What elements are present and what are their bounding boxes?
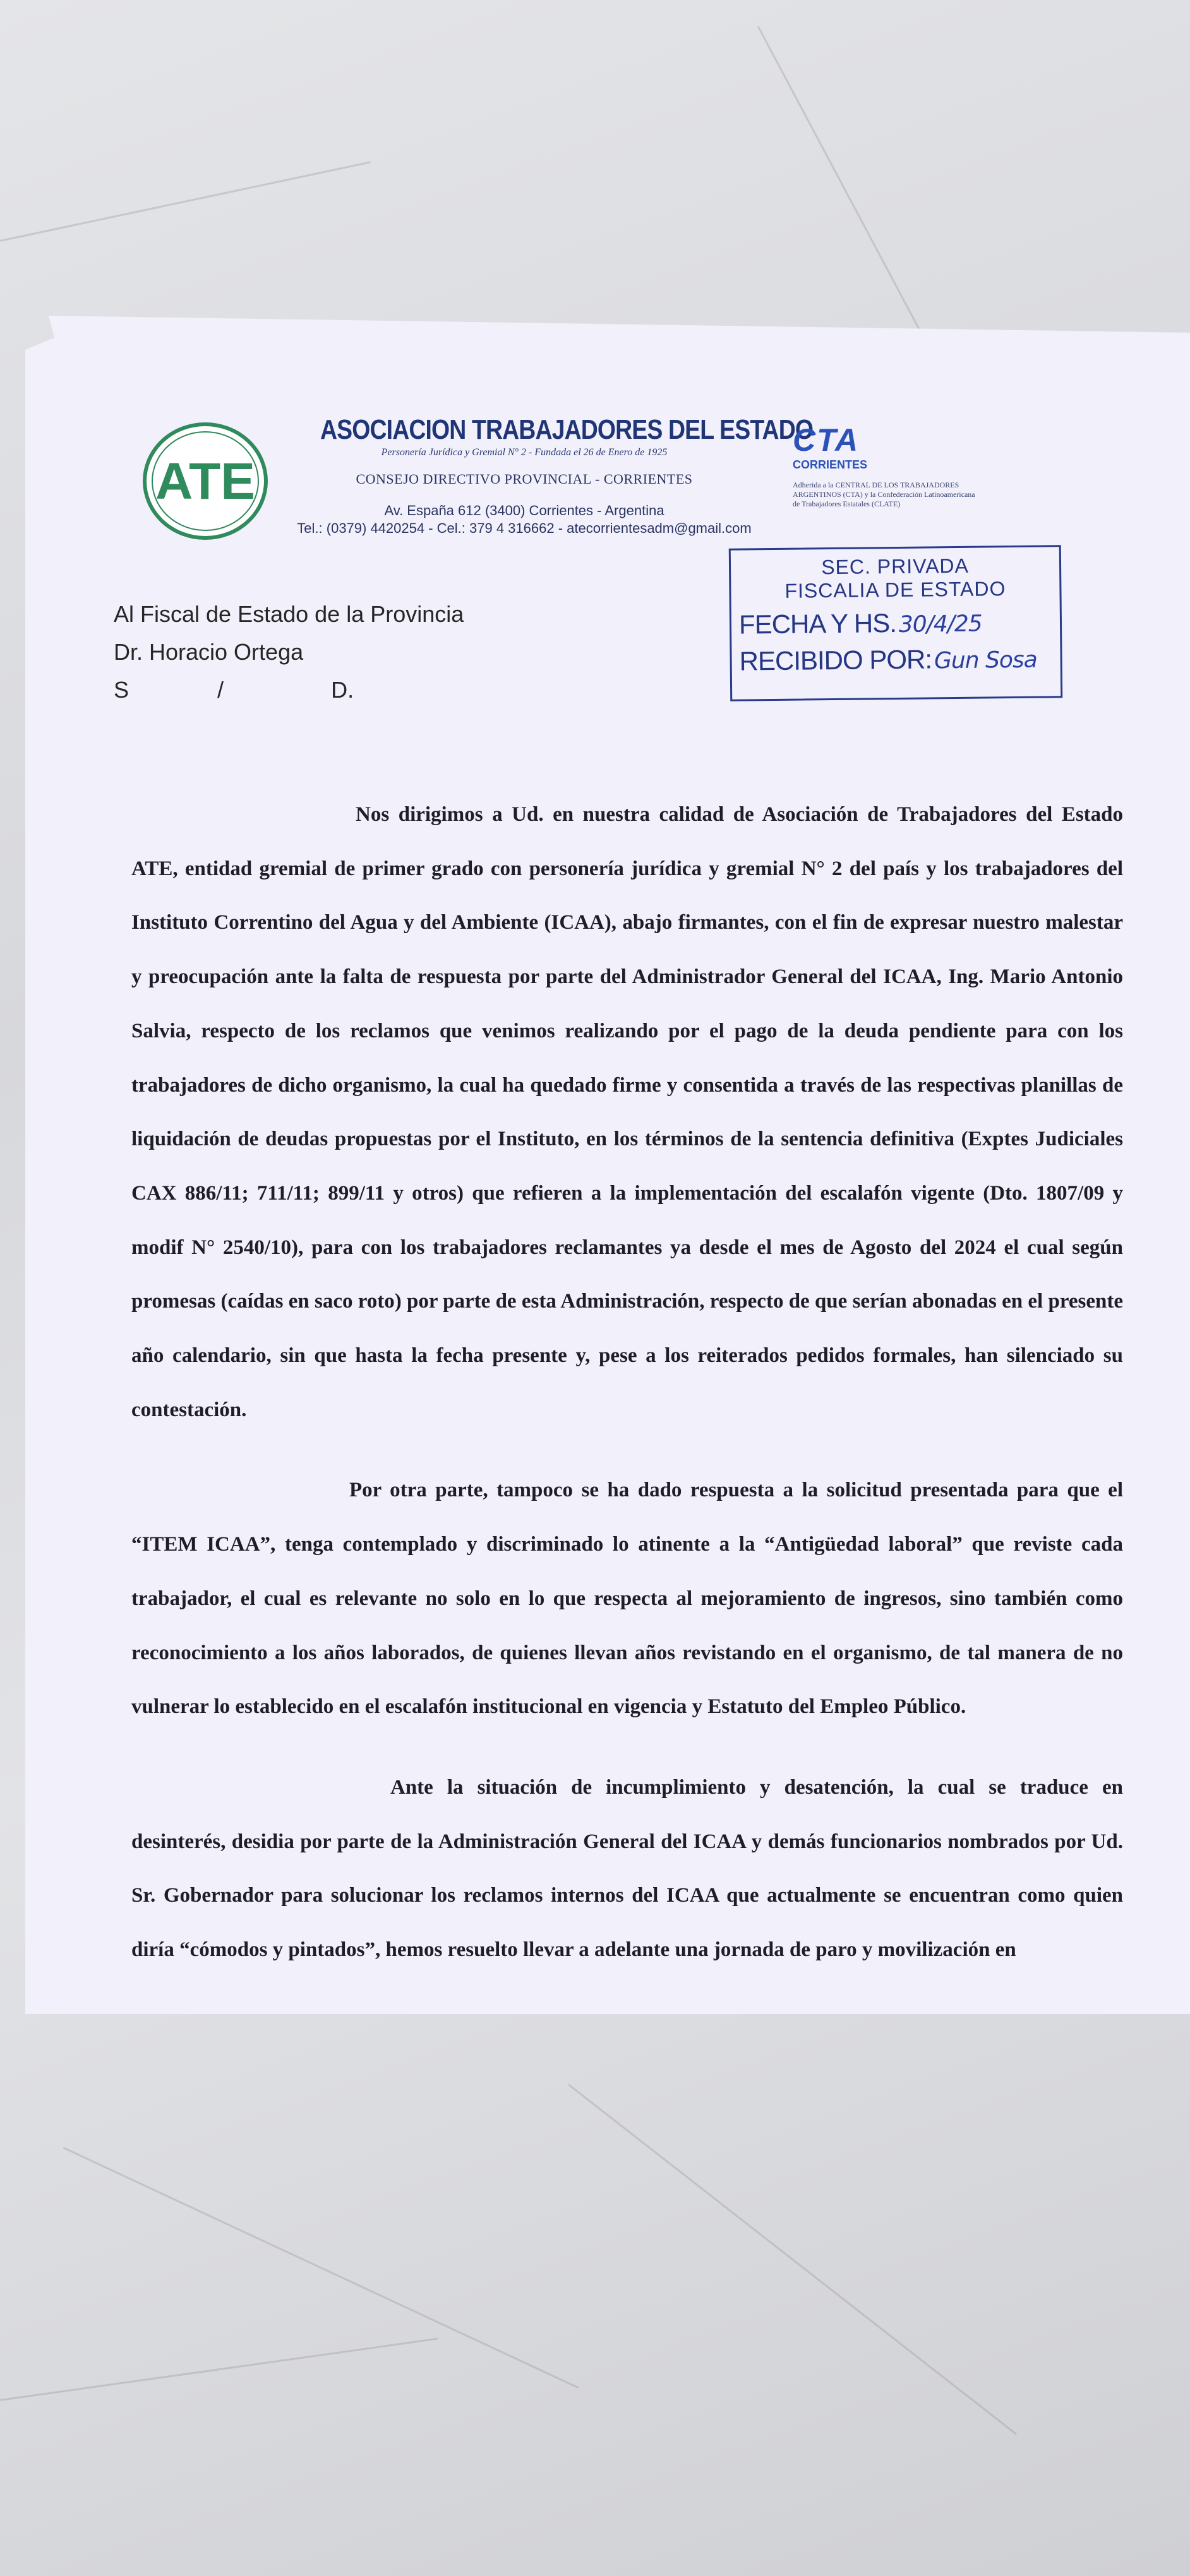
- org-contact: Tel.: (0379) 4420254 - Cel.: 379 4 316662 - atecorrientesadm@gmail.com: [297, 520, 752, 536]
- body-paragraph-2: Por otra parte, tampoco se ha dado respuesta a la solicitud presentada para que el “ITEM ICAA”, tenga contemplado y discriminado lo atinente a la “Antigüedad laboral” que reviste cada trabajador, el cual es relevante no solo en lo que respecta al mejoramiento de ingresos, sino también como reconocimiento a los años laborados, de quienes llevan años revistando en el organismo, de tal manera de no vulnerar lo establecido en el escalafón institucional en vigencia y Estatuto del Empleo Público.: [131, 1479, 1123, 1719]
- salutation: S / D.: [114, 677, 354, 703]
- marble-vein: [0, 2338, 438, 2401]
- ate-logo-text: ATE: [155, 453, 255, 510]
- recipient-block: [114, 601, 464, 715]
- stamp-date-field: [739, 606, 1060, 640]
- cta-region: CORRIENTES: [793, 458, 868, 471]
- stamp-office: SEC. PRIVADA: [821, 554, 970, 579]
- stamp-date-value: 30/4/25: [898, 611, 982, 638]
- cta-block: [793, 424, 976, 509]
- recipient-title: Al Fiscal de Estado de la Provincia: [114, 601, 464, 627]
- org-address: Av. España 612 (3400) Corrientes - Argentina: [384, 503, 664, 518]
- cta-logo: CTA: [793, 422, 860, 458]
- org-name: ASOCIACION TRABAJADORES DEL ESTADO: [320, 414, 814, 445]
- ate-logo-icon: [142, 422, 268, 540]
- stamp-received-label: RECIBIDO POR:: [739, 644, 932, 676]
- letterhead: [284, 414, 814, 537]
- marble-vein: [0, 161, 371, 242]
- body-paragraph-3: Ante la situación de incumplimiento y desatención, la cual se traduce en desinterés, desidia por parte de la Administración General del ICAA y demás funcionarios nombrados por Ud. Sr. Gobernador para solucionar los reclamos internos del ICAA que actualmente se encuentran como quien diría “cómodos y pintados”, hemos resuelto llevar a adelante una jornada de paro y movilización en: [131, 1775, 1123, 1962]
- council-name: CONSEJO DIRECTIVO PROVINCIAL - CORRIENTES: [356, 471, 693, 487]
- recipient-name: Dr. Horacio Ortega: [114, 639, 304, 665]
- letter-body: [131, 788, 1123, 2004]
- marble-vein: [568, 2084, 1017, 2435]
- stamp-received-field: [739, 643, 1060, 676]
- body-paragraph-1: Nos dirigimos a Ud. en nuestra calidad de Asociación de Trabajadores del Estado ATE, entidad gremial de primer grado con personería jurídica y gremial N° 2 del país y los trabajadores del Instituto Correntino del Agua y del Ambiente (ICAA), abajo firmantes, con el fin de expresar nuestro malestar y preocupación ante la falta de respuesta por parte del Administrador General del ICAA, Ing. Mario Antonio Salvia, respecto de los reclamos que venimos realizando por el pago de la deuda pendiente para con los trabajadores de dicho organismo, la cual ha quedado firme y consentida a través de las respectivas planillas de liquidación de deudas propuestas por el Instituto, en los términos de la sentencia definitiva (Exptes Judiciales CAX 886/11; 711/11; 899/11 y otros) que refieren a la implementación del escalafón vigente (Dto. 1807/09 y modif N° 2540/10), para con los trabajadores reclamantes ya desde el mes de Agosto del 2024 el cual según promesas (caídas en saco roto) por parte de esta Administración, respecto de que serían abonadas en el presente año calendario, sin que hasta la fecha presente y, pese a los reiterados pedidos formales, han silenciado su contestación.: [131, 803, 1123, 1421]
- org-subtitle: Personería Jurídica y Gremial N° 2 - Fundada el 26 de Enero de 1925: [381, 447, 668, 458]
- cta-affiliation: Adherida a la CENTRAL DE LOS TRABAJADORES ARGENTINOS (CTA) y la Confederación Latinoamericana de Trabajadores Estatales (CLATE): [793, 480, 975, 508]
- marble-vein: [63, 2147, 579, 2388]
- stamp-agency: FISCALIA DE ESTADO: [784, 577, 1006, 602]
- stamp-received-value: Gun Sosa: [934, 647, 1037, 674]
- stamp-date-label: FECHA Y HS.: [738, 607, 897, 640]
- reception-stamp: [729, 545, 1063, 701]
